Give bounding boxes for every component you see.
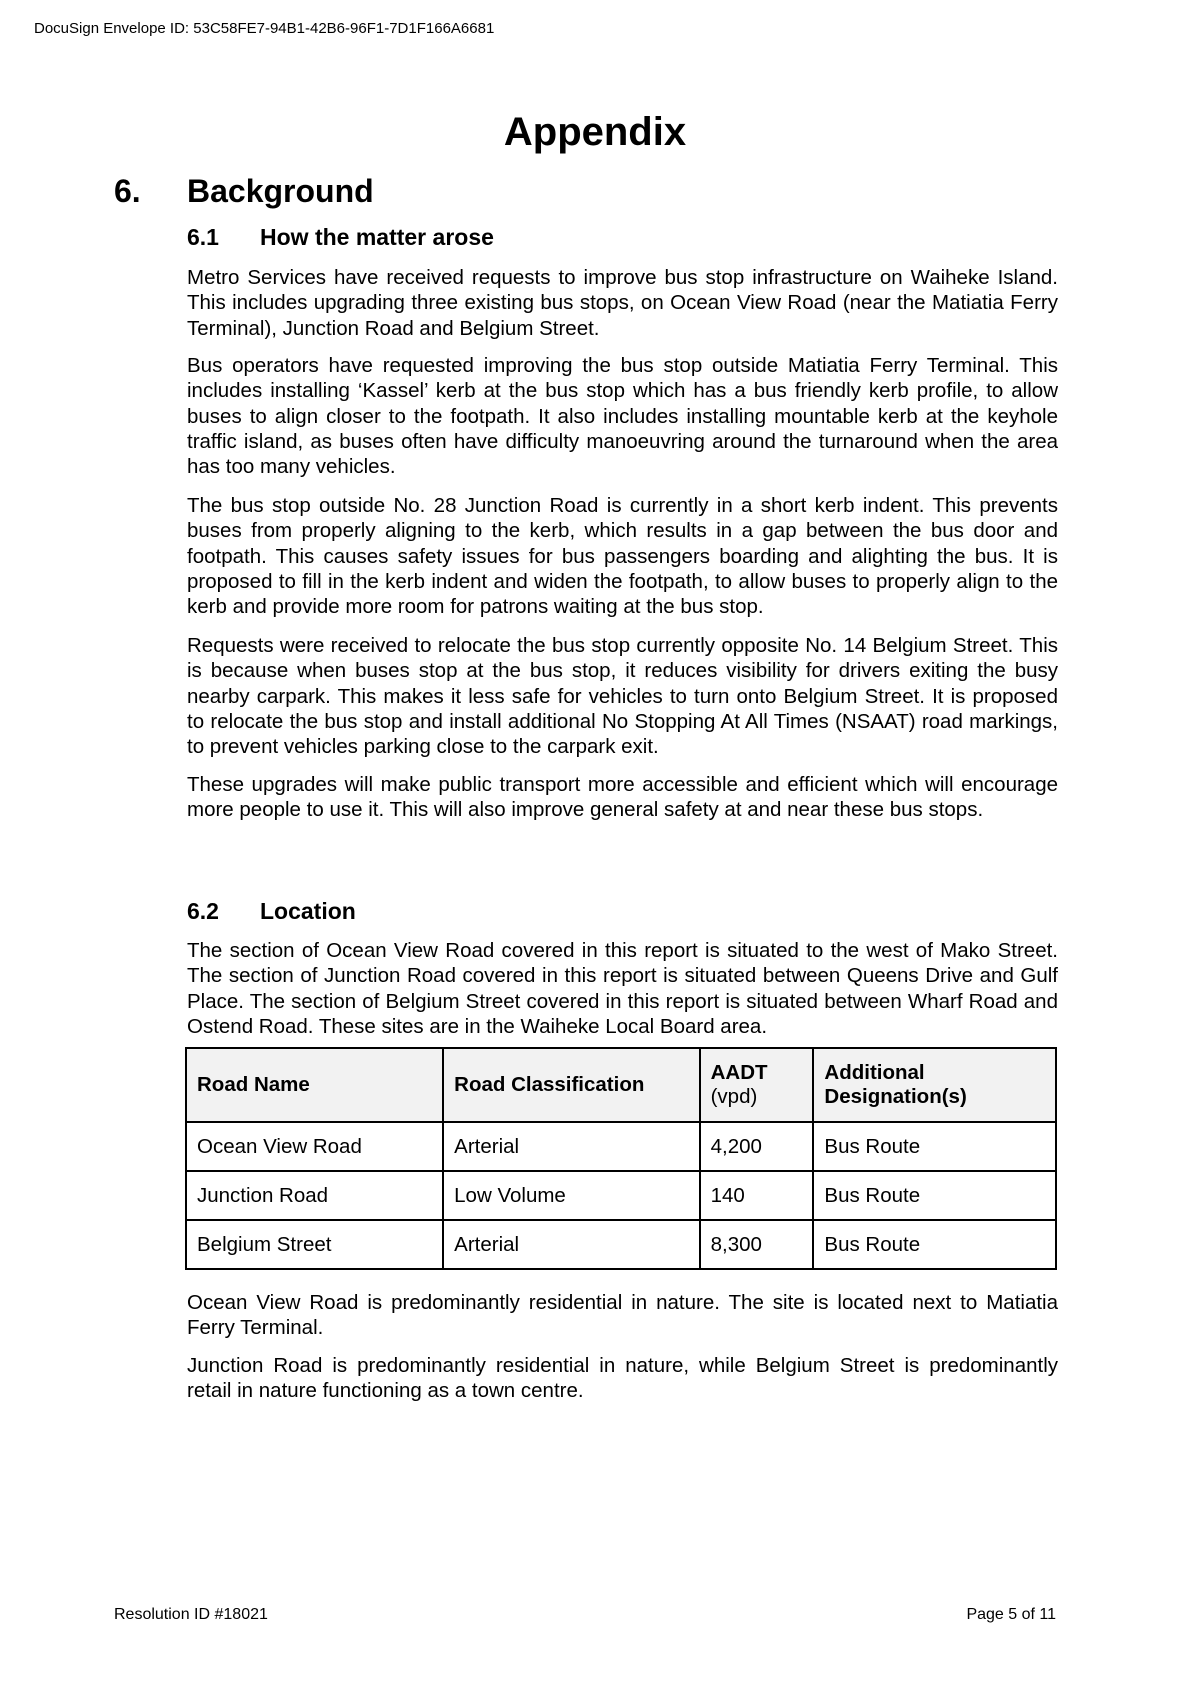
- cell-road-name: Belgium Street: [186, 1220, 443, 1269]
- paragraph: Junction Road is predominantly residential in nature, while Belgium Street is predominantly retail in nature functioning as a town centre.: [187, 1354, 1058, 1403]
- cell-classification: Arterial: [443, 1220, 699, 1269]
- table-row: [186, 1122, 1056, 1171]
- docusign-envelope-id: DocuSign Envelope ID: 53C58FE7-94B1-42B6-96F1-7D1F166A6681: [34, 20, 495, 37]
- header-road-classification: Road Classification: [443, 1048, 699, 1122]
- cell-aadt: 4,200: [700, 1122, 814, 1171]
- paragraph: The section of Ocean View Road covered in this report is situated to the west of Mako Street. The section of Junction Road covered in this report is situated between Queens Drive and Gulf Place. The section of Belgium Street covered in this report is situated between Wharf Road and Ostend Road. These sites are in the Waiheke Local Board area.: [187, 939, 1058, 1038]
- appendix-title: Appendix: [503, 110, 687, 154]
- header-aadt-unit: (vpd): [710, 1085, 758, 1108]
- paragraph: Requests were received to relocate the bus stop currently opposite No. 14 Belgium Street. This is because when buses stop at the bus stop, it reduces visibility for drivers exiting the busy nearby carpark. This makes it less safe for vehicles to turn onto Belgium Street. It is proposed to relocate the bus stop and install additional No Stopping At All Times (NSAAT) road markings, to prevent vehicles parking close to the carpark exit.: [187, 634, 1058, 759]
- section-number: 6.: [114, 173, 141, 209]
- cell-classification: Low Volume: [443, 1171, 699, 1220]
- cell-aadt: 140: [700, 1171, 814, 1220]
- cell-road-name: Junction Road: [186, 1171, 443, 1220]
- cell-designation: Bus Route: [813, 1122, 1056, 1171]
- subsection-number-6-1: 6.1: [187, 224, 219, 250]
- table-header-row: [186, 1048, 1056, 1122]
- table-row: [186, 1171, 1056, 1220]
- header-designation: Additional Designation(s): [813, 1048, 1056, 1122]
- paragraph: Bus operators have requested improving the bus stop outside Matiatia Ferry Terminal. This includes installing ‘Kassel’ kerb at the bus stop which has a bus friendly kerb profile, to allow buses to align closer to the footpath. It also includes installing mountable kerb at the keyhole traffic island, as buses often have difficulty manoeuvring around the turnaround when the area has too many vehicles.: [187, 354, 1058, 479]
- paragraph: Metro Services have received requests to improve bus stop infrastructure on Waiheke Island. This includes upgrading three existing bus stops, on Ocean View Road (near the Matiatia Ferry Terminal), Junction Road and Belgium Street.: [187, 266, 1058, 340]
- cell-aadt: 8,300: [700, 1220, 814, 1269]
- subsection-title-how-matter-arose: How the matter arose: [260, 224, 494, 250]
- cell-classification: Arterial: [443, 1122, 699, 1171]
- road-table: [185, 1047, 1057, 1270]
- paragraph: The bus stop outside No. 28 Junction Road is currently in a short kerb indent. This prevents buses from properly aligning to the kerb, which results in a gap between the bus door and footpath. This causes safety issues for bus passengers boarding and alighting the bus. It is proposed to fill in the kerb indent and widen the footpath, to allow buses to properly align to the kerb and provide more room for patrons waiting at the bus stop.: [187, 494, 1058, 619]
- header-aadt: [700, 1048, 814, 1122]
- header-road-name: Road Name: [186, 1048, 443, 1122]
- table-row: [186, 1220, 1056, 1269]
- cell-designation: Bus Route: [813, 1171, 1056, 1220]
- paragraph: Ocean View Road is predominantly residential in nature. The site is located next to Matiatia Ferry Terminal.: [187, 1291, 1058, 1340]
- page-number: Page 5 of 11: [966, 1606, 1056, 1623]
- header-aadt-label: AADT: [710, 1061, 768, 1084]
- cell-designation: Bus Route: [813, 1220, 1056, 1269]
- paragraph: These upgrades will make public transport more accessible and efficient which will encourage more people to use it. This will also improve general safety at and near these bus stops.: [187, 773, 1058, 822]
- resolution-id: Resolution ID #18021: [114, 1606, 268, 1623]
- section-title: Background: [187, 173, 374, 209]
- subsection-title-location: Location: [260, 898, 356, 924]
- subsection-number-6-2: 6.2: [187, 898, 219, 924]
- cell-road-name: Ocean View Road: [186, 1122, 443, 1171]
